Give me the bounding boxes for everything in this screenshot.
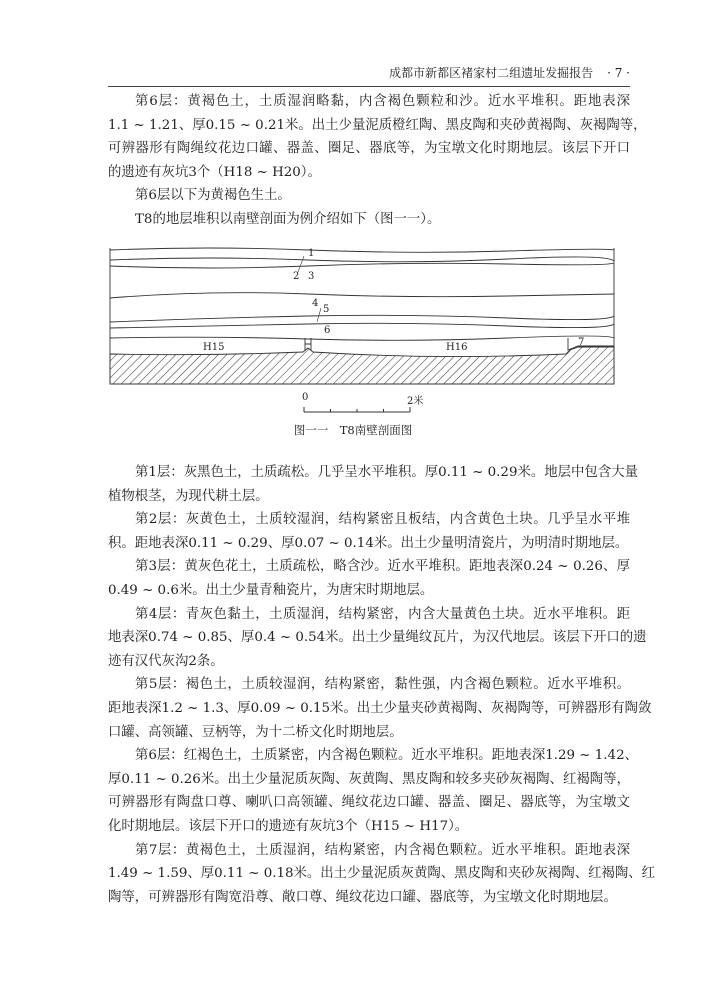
page-number: · 7 · [607,66,630,80]
top-text [108,90,647,232]
paragraph [108,603,647,674]
layer-label-5: 5 [323,304,330,315]
text-line: 积。距地表深0.11 ~ 0.29、厚0.07 ~ 0.14米。出土少量明清瓷片，为明清时期地层。 [108,535,629,551]
text-line: 化时期地层。该层下开口的遗迹有灰坑3个（H15 ~ H17）。 [108,818,469,834]
paragraph [108,90,647,184]
text-line: 的遗迹有灰坑3个（H18 ~ H20）。 [108,164,321,180]
text-line: 厚0.11 ~ 0.26米。出土少量泥质灰陶、灰黄陶、黑皮陶和较多夹砂灰褐陶、红褐陶等， [108,771,630,787]
text-line: 第7层：黄褐色土，土质湿润，结构紧密，内含褐色颗粒。近水平堆积。距地表深 [135,842,630,858]
section-drawing [108,244,618,389]
text-line: 1.1 ~ 1.21、厚0.15 ~ 0.21米。出土少量泥质橙红陶、黑皮陶和夹砂黄褐陶、灰褐陶等， [108,117,647,133]
text-line: 地表深0.74 ~ 0.85、厚0.4 ~ 0.54米。出土少量绳纹瓦片，为汉代地层。该层下开口的遗 [108,630,647,646]
running-header [108,64,630,87]
text-line: 1.49 ~ 1.59、厚0.11 ~ 0.18米。出土少量泥质灰黄陶、黑皮陶和夹砂灰褐陶、红褐陶、红 [108,866,656,882]
layer-line [110,293,614,298]
text-line: 第3层：黄灰色花土，土质疏松，略含沙。近水平堆积。距地表深0.24 ~ 0.26、厚 [135,559,630,575]
scale-end-label: 2米 [407,396,424,407]
text-line: T8的地层堆积以南壁剖面为例介绍如下（图一一）。 [135,211,441,227]
paragraph [108,508,630,555]
layer-line [110,248,614,252]
layer-label-6: 6 [324,325,331,336]
text-line: 第5层：褐色土，土质较湿润，结构紧密，黏性强，内含褐色颗粒。近水平堆积。 [135,677,630,693]
layer-label-2: 2 [293,271,300,282]
layer-label-1: 1 [308,248,315,259]
pit-label-h16: H16 [446,342,468,353]
bottom-text [108,461,656,909]
pit-label-h15: H15 [203,342,225,353]
text-line: 第6层：红褐色土，土质紧密，内含褐色颗粒。近水平堆积。距地表深1.29 ~ 1.42、 [135,748,638,764]
paragraph [108,208,630,232]
text-line: 第4层：青灰色黏土，土质湿润，结构紧密，内含大量黄色土块。近水平堆积。距 [135,606,630,622]
paragraph [108,184,630,208]
scale-bar [300,404,415,416]
text-line: 0.49 ~ 0.6米。出土少量青釉瓷片，为唐宋时期地层。 [108,582,434,598]
layer-label-3: 3 [308,271,315,282]
text-line: 第6层以下为黄褐色生土。 [135,188,291,204]
text-line: 植物根茎，为现代耕土层。 [108,488,269,504]
figure-caption: 图一一 T8南壁剖面图 [293,423,413,437]
scale-start-label: 0 [302,392,309,403]
header-title: 成都市新都区褚家村二组遗址发掘报告 [389,66,594,80]
text-line: 可辨器形有陶绳纹花边口罐、器盖、圈足、器底等，为宝墩文化时期地层。该层下开口 [108,141,630,157]
layer-label-7: 7 [578,337,585,348]
paragraph [108,555,630,602]
layer-line [110,336,614,340]
text-line: 第2层：灰黄色土，土质较湿润，结构紧密且板结，内含黄色土块。几乎呈水平堆 [135,512,630,528]
layer-line [110,323,614,328]
layer-line [110,257,614,262]
natural-soil-hatch [110,347,614,384]
layer-label-4: 4 [312,298,319,309]
paragraph [108,461,638,508]
paragraph [108,744,638,838]
text-line: 口罐、高领罐、豆柄等，为十二桥文化时期地层。 [108,724,403,740]
layer-line [110,315,614,322]
text-line: 第6层：黄褐色土，土质湿润略黏，内含褐色颗粒和沙。近水平堆积。距地表深 [135,94,630,109]
text-line: 陶等，可辨器形有陶宽沿尊、敞口尊、绳纹花边口罐、器底等，为宝墩文化时期地层。 [108,889,617,905]
text-line: 第1层：灰黑色土，土质疏松。几乎呈水平堆积。厚0.11 ~ 0.29米。地层中包含大量 [135,465,638,480]
layer-line [110,263,614,268]
paragraph [108,673,652,744]
text-line: 距地表深1.2 ~ 1.3、厚0.09 ~ 0.15米。出土少量夹砂黄褐陶、灰褐陶等，可辨器形有陶敛 [108,700,652,716]
paragraph [108,839,656,910]
text-line: 迹有汉代灰沟2条。 [108,653,224,669]
text-line: 可辨器形有陶盘口尊、喇叭口高领罐、绳纹花边口罐、器盖、圈足、器底等，为宝墩文 [108,795,630,811]
